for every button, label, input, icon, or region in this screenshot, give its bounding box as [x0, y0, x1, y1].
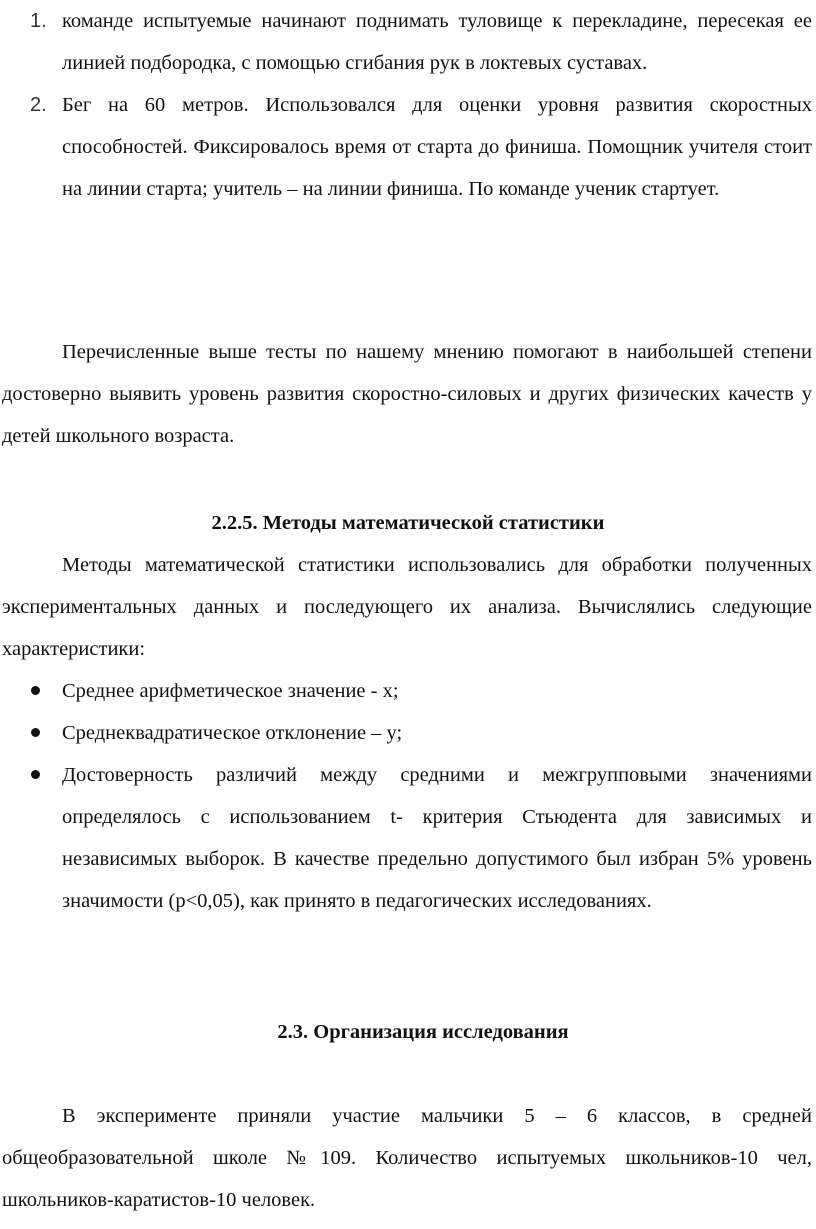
bullet-icon [31, 770, 40, 779]
bullet-item-mean [0, 670, 816, 712]
bullet-item-text: Среднеквадратическое отклонение – у; [62, 722, 403, 744]
list-item-text: Бег на 60 метров. Использовался для оценки уровня развития скоростных способностей. Фиксировалось время от старта до финиша. Помощник учителя стоит на линии старта; учитель – на линии финиша. По команде ученик стартует. [62, 94, 812, 200]
paragraph-tests-summary: Перечисленные выше тесты по нашему мнению помогают в наибольшей степени достоверно выявить уровень развития скоростно-силовых и других физических качеств у детей школьного возраста. [2, 341, 812, 447]
numbered-list-item-1 [0, 0, 816, 84]
list-number: 1. [30, 10, 47, 32]
numbered-list-item-2 [0, 84, 816, 210]
paragraph-organization: В эксперименте приняли участие мальчики 5 – 6 классов, в средней общеобразовательной школе №109. Количество испытуемых школьников-10 чел, школьников-каратистов-10 человек. [2, 1105, 812, 1211]
bullet-item-text: Достоверность различий между средними и межгрупповыми значениями определялось с использованием t- критерия Стьюдента для зависимых и независимых выборок. В качестве предельно допустимого был избран 5% уровень значимости (р<0,05), как принято в педагогических исследованиях. [62, 764, 812, 912]
numbered-list [0, 0, 816, 210]
section-heading-2-3: 2.3. Организация исследования [277, 1021, 569, 1043]
bullet-item-significance [0, 754, 816, 922]
bullet-icon [31, 686, 40, 695]
list-number: 2. [30, 94, 47, 116]
section-heading-2-2-5: 2.2.5. Методы математической статистики [211, 512, 605, 534]
list-item-text: команде испытуемые начинают поднимать туловище к перекладине, пересекая ее линией подбородка, с помощью сгибания рук в локтевых суставах. [62, 10, 812, 74]
bullet-list [0, 670, 816, 922]
bullet-item-deviation [0, 712, 816, 754]
bullet-item-text: Среднее арифметическое значение - х; [62, 680, 399, 702]
paragraph-statistics-intro: Методы математической статистики использовались для обработки полученных экспериментальных данных и последующего их анализа. Вычислялись следующие характеристики: [2, 554, 812, 660]
bullet-icon [31, 728, 40, 737]
